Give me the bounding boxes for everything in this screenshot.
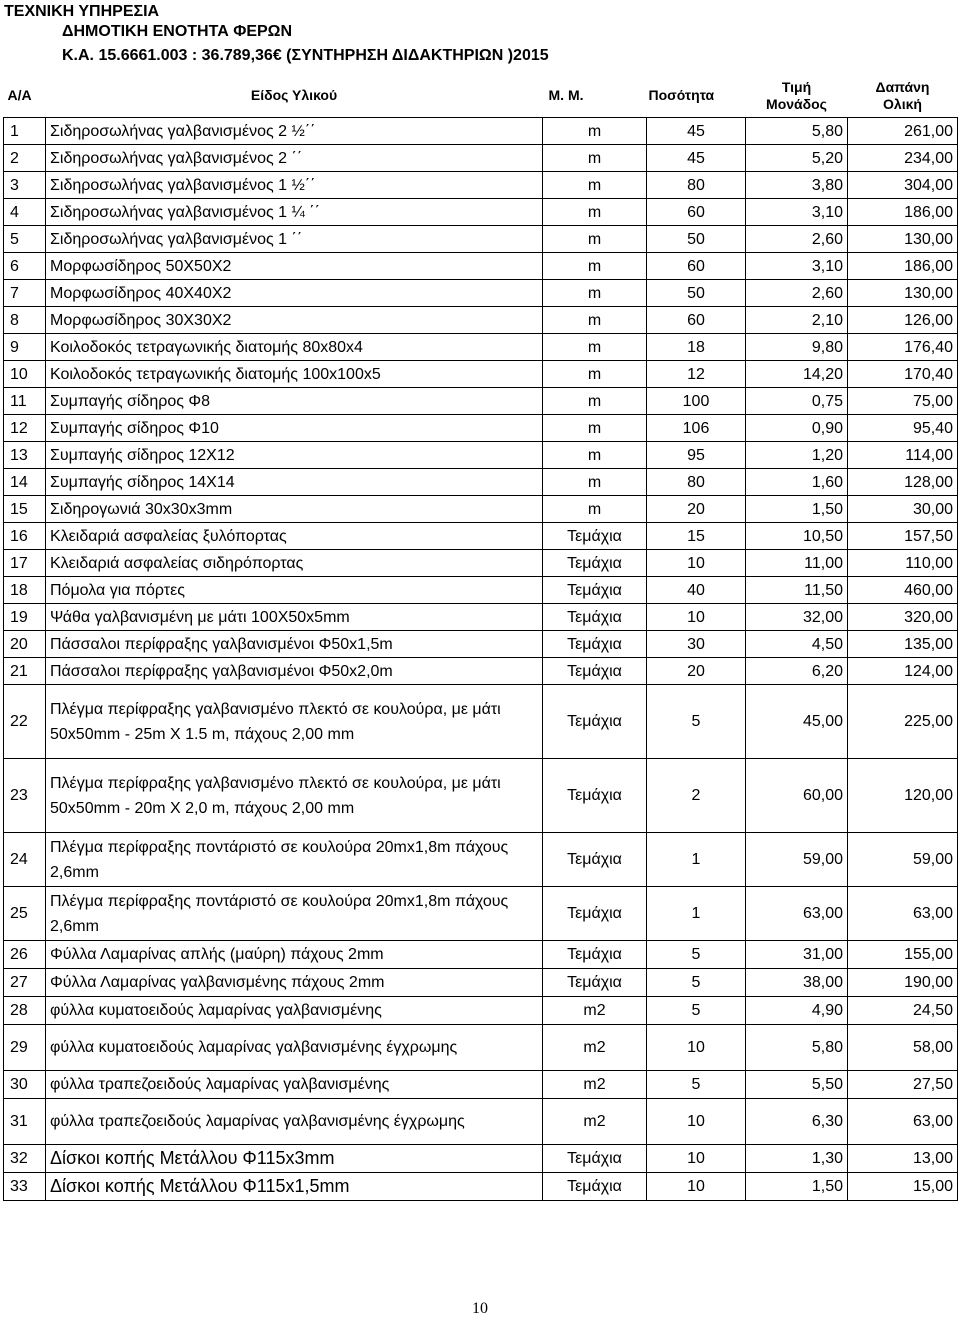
unit-of-measure: Τεμάχια <box>543 887 647 941</box>
row-number: 5 <box>4 226 46 253</box>
table-row <box>4 172 958 199</box>
item-description: Φύλλα Λαμαρίνας γαλβανισμένης πάχους 2mm <box>46 969 543 997</box>
row-number: 22 <box>4 685 46 759</box>
total-cost: 135,00 <box>848 631 958 658</box>
table-row <box>4 1071 958 1099</box>
total-cost: 30,00 <box>848 496 958 523</box>
unit-price: 11,00 <box>746 550 848 577</box>
unit-of-measure: m <box>543 145 647 172</box>
row-number: 18 <box>4 577 46 604</box>
table-row <box>4 523 958 550</box>
total-cost: 59,00 <box>848 833 958 887</box>
quantity: 10 <box>647 1099 746 1145</box>
table-row <box>4 199 958 226</box>
table-row <box>4 887 958 941</box>
row-number: 14 <box>4 469 46 496</box>
quantity: 40 <box>647 577 746 604</box>
row-number: 32 <box>4 1145 46 1173</box>
table-row <box>4 550 958 577</box>
unit-price: 1,50 <box>746 496 848 523</box>
unit-price: 14,20 <box>746 361 848 388</box>
quantity: 10 <box>647 1145 746 1173</box>
row-number: 4 <box>4 199 46 226</box>
table-row <box>4 577 958 604</box>
row-number: 7 <box>4 280 46 307</box>
item-description: Μορφωσίδηρος 40Χ40Χ2 <box>46 280 543 307</box>
total-cost: 24,50 <box>848 997 958 1025</box>
table-row <box>4 307 958 334</box>
quantity: 50 <box>647 280 746 307</box>
total-cost: 63,00 <box>848 887 958 941</box>
table-row <box>4 442 958 469</box>
unit-of-measure: m <box>543 253 647 280</box>
item-description: φύλλα τραπεζοειδούς λαμαρίνας γαλβανισμένης <box>46 1071 543 1099</box>
total-cost: 58,00 <box>848 1025 958 1071</box>
unit-of-measure: Τεμάχια <box>543 523 647 550</box>
item-description: Κοιλοδοκός τετραγωνικής διατομής 100x100x5 <box>46 361 543 388</box>
row-number: 11 <box>4 388 46 415</box>
unit-of-measure: Τεμάχια <box>543 631 647 658</box>
col-header-price: Τιμή Μονάδος <box>766 78 827 112</box>
table-row <box>4 280 958 307</box>
total-cost: 124,00 <box>848 658 958 685</box>
quantity: 10 <box>647 1173 746 1201</box>
quantity: 15 <box>647 523 746 550</box>
row-number: 27 <box>4 969 46 997</box>
table-row <box>4 685 958 759</box>
unit-of-measure: Τεμάχια <box>543 833 647 887</box>
table-row <box>4 1145 958 1173</box>
unit-of-measure: m <box>543 199 647 226</box>
unit-price: 3,10 <box>746 199 848 226</box>
page-number: 10 <box>472 1300 488 1317</box>
item-description: φύλλα κυματοειδούς λαμαρίνας γαλβανισμένης έγχρωμης <box>46 1025 543 1071</box>
unit-of-measure: m <box>543 442 647 469</box>
total-cost: 186,00 <box>848 199 958 226</box>
unit-price: 63,00 <box>746 887 848 941</box>
item-description: Μορφωσίδηρος 50Χ50Χ2 <box>46 253 543 280</box>
row-number: 15 <box>4 496 46 523</box>
unit-price: 32,00 <box>746 604 848 631</box>
row-number: 28 <box>4 997 46 1025</box>
unit-price: 6,20 <box>746 658 848 685</box>
quantity: 60 <box>647 307 746 334</box>
table-row <box>4 496 958 523</box>
quantity: 10 <box>647 550 746 577</box>
row-number: 16 <box>4 523 46 550</box>
item-description: φύλλα κυματοειδούς λαμαρίνας γαλβανισμένης <box>46 997 543 1025</box>
total-cost: 27,50 <box>848 1071 958 1099</box>
row-number: 10 <box>4 361 46 388</box>
item-description: Συμπαγής σίδηρος Φ8 <box>46 388 543 415</box>
quantity: 20 <box>647 658 746 685</box>
unit-of-measure: Τεμάχια <box>543 658 647 685</box>
total-cost: 234,00 <box>848 145 958 172</box>
item-description: Πλέγμα περίφραξης γαλβανισμένο πλεκτό σε κουλούρα, με μάτι 50x50mm - 20m Χ 2,0 m, πάχους 2,00 mm <box>46 759 543 833</box>
unit-of-measure: Τεμάχια <box>543 969 647 997</box>
table-row <box>4 388 958 415</box>
unit-price: 45,00 <box>746 685 848 759</box>
total-cost: 190,00 <box>848 969 958 997</box>
table-row <box>4 1025 958 1071</box>
quantity: 30 <box>647 631 746 658</box>
row-number: 25 <box>4 887 46 941</box>
quantity: 12 <box>647 361 746 388</box>
col-header-item: Είδος Υλικού <box>250 87 338 103</box>
table-row <box>4 759 958 833</box>
quantity: 20 <box>647 496 746 523</box>
row-number: 29 <box>4 1025 46 1071</box>
item-description: Σιδηροσωλήνας γαλβανισμένος 1 ½΄΄ <box>46 172 543 199</box>
total-cost: 75,00 <box>848 388 958 415</box>
unit-of-measure: m <box>543 388 647 415</box>
unit-of-measure: Τεμάχια <box>543 604 647 631</box>
unit-price: 5,80 <box>746 1025 848 1071</box>
table-row <box>4 415 958 442</box>
item-description: Συμπαγής σίδηρος 12Χ12 <box>46 442 543 469</box>
total-cost: 157,50 <box>848 523 958 550</box>
item-description: Κλειδαριά ασφαλείας ξυλόπορτας <box>46 523 543 550</box>
quantity: 5 <box>647 941 746 969</box>
quantity: 45 <box>647 145 746 172</box>
quantity: 1 <box>647 833 746 887</box>
table-row <box>4 253 958 280</box>
unit-price: 1,20 <box>746 442 848 469</box>
unit-price: 2,60 <box>746 280 848 307</box>
unit-of-measure: m2 <box>543 1071 647 1099</box>
unit-price: 31,00 <box>746 941 848 969</box>
total-cost: 155,00 <box>848 941 958 969</box>
unit-price: 0,75 <box>746 388 848 415</box>
item-description: Συμπαγής σίδηρος 14Χ14 <box>46 469 543 496</box>
unit-of-measure: Τεμάχια <box>543 550 647 577</box>
unit-of-measure: Τεμάχια <box>543 759 647 833</box>
quantity: 106 <box>647 415 746 442</box>
quantity: 100 <box>647 388 746 415</box>
item-description: Πλέγμα περίφραξης ποντάριστό σε κουλούρα 20mx1,8m πάχους 2,6mm <box>46 833 543 887</box>
row-number: 2 <box>4 145 46 172</box>
unit-price: 6,30 <box>746 1099 848 1145</box>
unit-of-measure: m <box>543 469 647 496</box>
table-row <box>4 658 958 685</box>
item-description: Πόμολα για πόρτες <box>46 577 543 604</box>
total-cost: 95,40 <box>848 415 958 442</box>
unit-of-measure: Τεμάχια <box>543 1173 647 1201</box>
item-description: Σιδηροσωλήνας γαλβανισμένος 2 ½΄΄ <box>46 118 543 145</box>
unit-price: 5,50 <box>746 1071 848 1099</box>
row-number: 31 <box>4 1099 46 1145</box>
row-number: 13 <box>4 442 46 469</box>
item-description: φύλλα τραπεζοειδούς λαμαρίνας γαλβανισμένης έγχρωμης <box>46 1099 543 1145</box>
row-number: 9 <box>4 334 46 361</box>
item-description: Συμπαγής σίδηρος Φ10 <box>46 415 543 442</box>
quantity: 5 <box>647 997 746 1025</box>
unit-of-measure: m <box>543 415 647 442</box>
quantity: 50 <box>647 226 746 253</box>
total-cost: 261,00 <box>848 118 958 145</box>
quantity: 10 <box>647 1025 746 1071</box>
row-number: 8 <box>4 307 46 334</box>
quantity: 45 <box>647 118 746 145</box>
col-header-total: Δαπάνη Ολική <box>875 78 930 112</box>
row-number: 17 <box>4 550 46 577</box>
table-row <box>4 833 958 887</box>
quantity: 95 <box>647 442 746 469</box>
item-description: Σιδηρογωνιά 30x30x3mm <box>46 496 543 523</box>
row-number: 20 <box>4 631 46 658</box>
unit-of-measure: m <box>543 334 647 361</box>
row-number: 19 <box>4 604 46 631</box>
unit-price: 5,20 <box>746 145 848 172</box>
item-description: Σιδηροσωλήνας γαλβανισμένος 1 ΄΄ <box>46 226 543 253</box>
quantity: 18 <box>647 334 746 361</box>
department-title: ΤΕΧΝΙΚΗ ΥΠΗΡΕΣΙΑ <box>4 3 160 20</box>
quantity: 5 <box>647 969 746 997</box>
budget-code-title: Κ.Α. 15.6661.003 : 36.789,36€ (ΣΥΝΤΗΡΗΣΗ ΔΙΔΑΚΤΗΡΙΩΝ )2015 <box>62 47 549 64</box>
total-cost: 320,00 <box>848 604 958 631</box>
unit-of-measure: m <box>543 307 647 334</box>
item-description: Δίσκοι κοπής Μετάλλου Φ115x3mm <box>46 1145 543 1173</box>
unit-price: 2,60 <box>746 226 848 253</box>
total-cost: 120,00 <box>848 759 958 833</box>
unit-of-measure: m2 <box>543 1025 647 1071</box>
table-row <box>4 469 958 496</box>
item-description: Πάσσαλοι περίφραξης γαλβανισμένοι Φ50x1,5m <box>46 631 543 658</box>
item-description: Σιδηροσωλήνας γαλβανισμένος 1 ¼ ΄΄ <box>46 199 543 226</box>
materials-table <box>3 74 958 1201</box>
col-header-unit: Μ. Μ. <box>548 87 584 103</box>
item-description: Πλέγμα περίφραξης ποντάριστό σε κουλούρα 20mx1,8m πάχους 2,6mm <box>46 887 543 941</box>
unit-of-measure: m <box>543 361 647 388</box>
unit-price: 2,10 <box>746 307 848 334</box>
row-number: 26 <box>4 941 46 969</box>
unit-price: 38,00 <box>746 969 848 997</box>
total-cost: 170,40 <box>848 361 958 388</box>
col-header-qty: Ποσότητα <box>648 87 715 103</box>
total-cost: 13,00 <box>848 1145 958 1173</box>
unit-price: 0,90 <box>746 415 848 442</box>
quantity: 1 <box>647 887 746 941</box>
item-description: Δίσκοι κοπής Μετάλλου Φ115x1,5mm <box>46 1173 543 1201</box>
table-header-row <box>4 74 958 118</box>
unit-price: 3,10 <box>746 253 848 280</box>
item-description: Κλειδαριά ασφαλείας σιδηρόπορτας <box>46 550 543 577</box>
unit-price: 1,50 <box>746 1173 848 1201</box>
row-number: 24 <box>4 833 46 887</box>
table-row <box>4 969 958 997</box>
total-cost: 110,00 <box>848 550 958 577</box>
row-number: 21 <box>4 658 46 685</box>
unit-of-measure: m <box>543 118 647 145</box>
row-number: 12 <box>4 415 46 442</box>
unit-price: 9,80 <box>746 334 848 361</box>
table-row <box>4 1099 958 1145</box>
table-row <box>4 226 958 253</box>
unit-price: 1,30 <box>746 1145 848 1173</box>
table-row <box>4 361 958 388</box>
col-header-aa: Α/Α <box>7 87 32 103</box>
unit-of-measure: m <box>543 280 647 307</box>
total-cost: 114,00 <box>848 442 958 469</box>
unit-price: 11,50 <box>746 577 848 604</box>
total-cost: 176,40 <box>848 334 958 361</box>
item-description: Φύλλα Λαμαρίνας απλής (μαύρη) πάχους 2mm <box>46 941 543 969</box>
total-cost: 128,00 <box>848 469 958 496</box>
unit-price: 3,80 <box>746 172 848 199</box>
unit-of-measure: m <box>543 172 647 199</box>
table-row <box>4 1173 958 1201</box>
quantity: 10 <box>647 604 746 631</box>
item-description: Μορφωσίδηρος 30Χ30Χ2 <box>46 307 543 334</box>
row-number: 23 <box>4 759 46 833</box>
total-cost: 130,00 <box>848 226 958 253</box>
row-number: 6 <box>4 253 46 280</box>
item-description: Ψάθα γαλβανισμένη με μάτι 100Χ50x5mm <box>46 604 543 631</box>
item-description: Πλέγμα περίφραξης γαλβανισμένο πλεκτό σε κουλούρα, με μάτι 50x50mm - 25m Χ 1.5 m, πάχους 2,00 mm <box>46 685 543 759</box>
total-cost: 460,00 <box>848 577 958 604</box>
table-row <box>4 334 958 361</box>
item-description: Κοιλοδοκός τετραγωνικής διατομής 80x80x4 <box>46 334 543 361</box>
unit-of-measure: m <box>543 226 647 253</box>
unit-price: 10,50 <box>746 523 848 550</box>
unit-price: 4,90 <box>746 997 848 1025</box>
total-cost: 186,00 <box>848 253 958 280</box>
unit-price: 1,60 <box>746 469 848 496</box>
table-row <box>4 145 958 172</box>
table-row <box>4 604 958 631</box>
unit-of-measure: m2 <box>543 1099 647 1145</box>
unit-of-measure: Τεμάχια <box>543 685 647 759</box>
total-cost: 225,00 <box>848 685 958 759</box>
quantity: 80 <box>647 469 746 496</box>
quantity: 5 <box>647 1071 746 1099</box>
total-cost: 126,00 <box>848 307 958 334</box>
unit-of-measure: m2 <box>543 997 647 1025</box>
row-number: 3 <box>4 172 46 199</box>
quantity: 80 <box>647 172 746 199</box>
total-cost: 130,00 <box>848 280 958 307</box>
unit-of-measure: m <box>543 496 647 523</box>
quantity: 60 <box>647 253 746 280</box>
row-number: 1 <box>4 118 46 145</box>
table-row <box>4 997 958 1025</box>
table-row <box>4 118 958 145</box>
total-cost: 304,00 <box>848 172 958 199</box>
unit-price: 4,50 <box>746 631 848 658</box>
unit-of-measure: Τεμάχια <box>543 1145 647 1173</box>
quantity: 5 <box>647 685 746 759</box>
unit-price: 59,00 <box>746 833 848 887</box>
table-row <box>4 941 958 969</box>
total-cost: 63,00 <box>848 1099 958 1145</box>
row-number: 33 <box>4 1173 46 1201</box>
table-row <box>4 631 958 658</box>
item-description: Σιδηροσωλήνας γαλβανισμένος 2 ΄΄ <box>46 145 543 172</box>
unit-title: ΔΗΜΟΤΙΚΗ ΕΝΟΤΗΤΑ ΦΕΡΩΝ <box>62 23 293 40</box>
item-description: Πάσσαλοι περίφραξης γαλβανισμένοι Φ50x2,0m <box>46 658 543 685</box>
unit-of-measure: Τεμάχια <box>543 941 647 969</box>
unit-price: 5,80 <box>746 118 848 145</box>
unit-of-measure: Τεμάχια <box>543 577 647 604</box>
quantity: 2 <box>647 759 746 833</box>
unit-price: 60,00 <box>746 759 848 833</box>
quantity: 60 <box>647 199 746 226</box>
row-number: 30 <box>4 1071 46 1099</box>
total-cost: 15,00 <box>848 1173 958 1201</box>
